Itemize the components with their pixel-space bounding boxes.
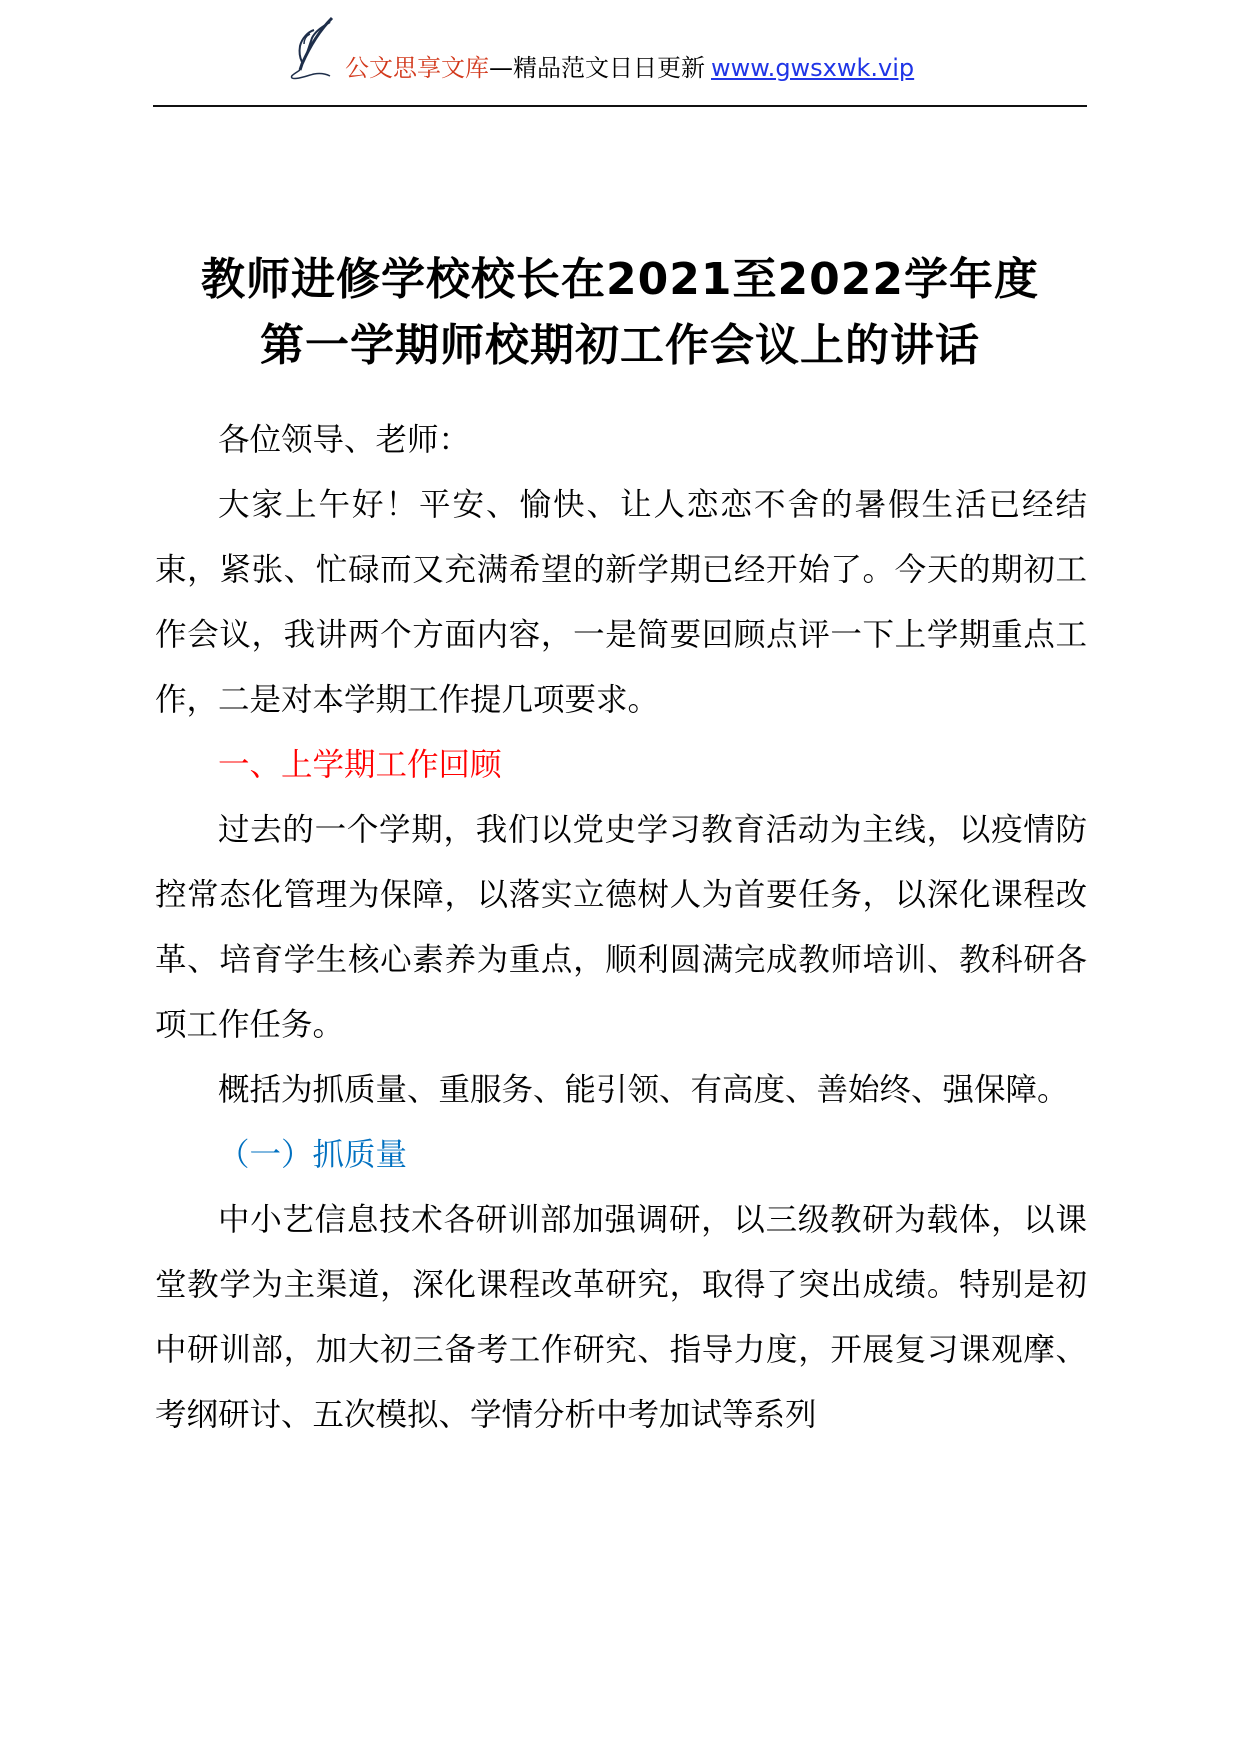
site-name: 公文思享文库 <box>345 54 489 82</box>
document-title-line-2: 第一学期师校期初工作会议上的讲话 <box>260 320 980 371</box>
paragraph-review: 过去的一个学期，我们以党史学习教育活动为主线，以疫情防控常态化管理为保障，以落实立德树人为首要任务，以深化课程改革、培育学生核心素养为重点，顺利圆满完成教师培训、教科研各项工作任务。 <box>155 812 1087 1043</box>
header-banner <box>345 52 914 84</box>
site-slogan: —精品范文日日更新 <box>489 54 705 82</box>
page-header <box>0 0 1240 110</box>
subsection-heading: （一）抓质量 <box>218 1137 408 1173</box>
paragraph-quality: 中小艺信息技术各研训部加强调研，以三级教研为载体，以课堂教学为主渠道，深化课程改革研究，取得了突出成绩。特别是初中研训部，加大初三备考工作研究、指导力度，开展复习课观摩、考纲研讨、五次模拟、学情分析中考加试等系列 <box>155 1202 1087 1433</box>
document-body <box>155 408 1087 1448</box>
salutation: 各位领导、老师： <box>218 422 471 458</box>
quill-pen-icon <box>280 16 342 82</box>
site-url-link[interactable]: www.gwsxwk.vip <box>711 54 915 82</box>
document-title-line-1: 教师进修学校校长在2021至2022学年度 <box>201 254 1039 305</box>
paragraph-summary: 概括为抓质量、重服务、能引领、有高度、善始终、强保障。 <box>218 1072 1069 1108</box>
header-divider <box>153 105 1087 107</box>
paragraph-greeting: 大家上午好！平安、愉快、让人恋恋不舍的暑假生活已经结束，紧张、忙碌而又充满希望的新学期已经开始了。今天的期初工作会议，我讲两个方面内容，一是简要回顾点评一下上学期重点工作，二是对本学期工作提几项要求。 <box>155 487 1087 718</box>
section-heading: 一、上学期工作回顾 <box>218 747 502 783</box>
